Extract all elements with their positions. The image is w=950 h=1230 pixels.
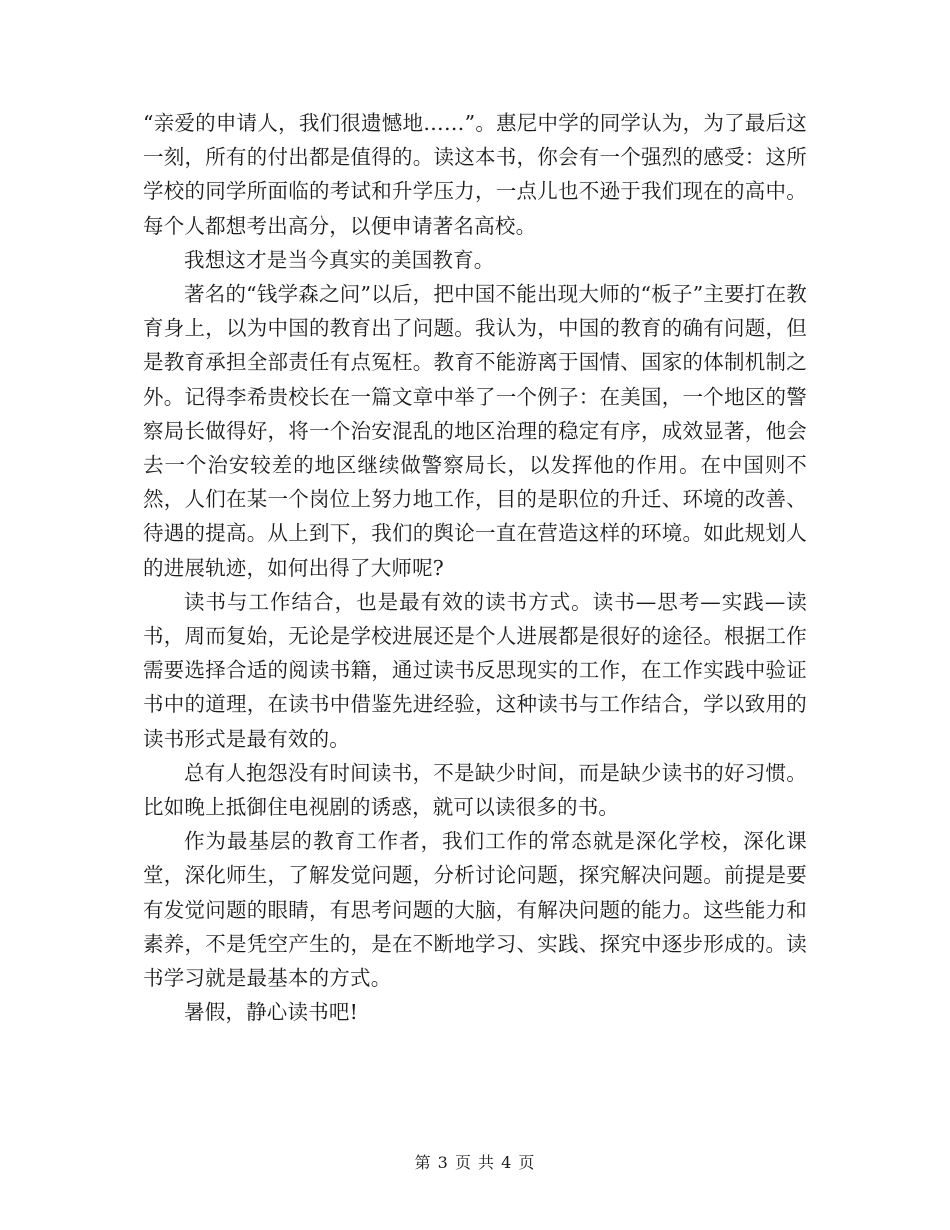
paragraph: 暑假，静心读书吧!	[184, 1000, 359, 1025]
paragraph: 著名的“钱学森之问”以后，把中国不能出现大师的“板子”主要打在教育身上，以为中国的教育出了问题。我认为，中国的教育的确有问题，但是教育承担全部责任有点冤枉。教育不能游离于国情、国家的体制机制之外。记得李希贵校长在一篇文章中举了一个例子：在美国，一个地区的警察局长做得好，将一个治安混乱的地区治理的稳定有序，成效显著，他会去一个治安较差的地区继续做警察局长，以发挥他的作用。在中国则不然，人们在某一个岗位上努力地工作，目的是职位的升迁、环境的改善、待遇的提高。从上到下，我们的舆论一直在营造这样的环境。如此规划人的进展轨迹，如何出得了大师呢?	[143, 282, 807, 580]
paragraph: 读书与工作结合，也是最有效的读书方式。读书—思考—实践—读书，周而复始，无论是学校进展还是个人进展都是很好的途径。根据工作需要选择合适的阅读书籍，通过读书反思现实的工作，在工作实践中验证书中的道理，在读书中借鉴先进经验，这种读书与工作结合，学以致用的读书形式是最有效的。	[143, 589, 807, 751]
page-number-footer: 第 3 页 共 4 页	[414, 1153, 536, 1172]
paragraph: 我想这才是当今真实的美国教育。	[184, 247, 495, 272]
paragraph: 作为最基层的教育工作者，我们工作的常态就是深化学校，深化课堂，深化师生，了解发觉问题，分析讨论问题，探究解决问题。前提是要有发觉问题的眼睛，有思考问题的大脑，有解决问题的能力。这些能力和素养，不是凭空产生的，是在不断地学习、实践、探究中逐步形成的。读书学习就是最基本的方式。	[143, 829, 807, 991]
paragraph-continuation: “亲爱的申请人，我们很遗憾地……”。惠尼中学的同学认为，为了最后这一刻，所有的付出都是值得的。读这本书，你会有一个强烈的感受：这所学校的同学所面临的考试和升学压力，一点儿也不逊于我们现在的高中。每个人都想考出高分，以便申请著名高校。	[143, 111, 807, 238]
paragraph: 总有人抱怨没有时间读书，不是缺少时间，而是缺少读书的好习惯。比如晚上抵御住电视剧的诱惑，就可以读很多的书。	[143, 760, 807, 820]
document-body	[143, 106, 807, 1029]
